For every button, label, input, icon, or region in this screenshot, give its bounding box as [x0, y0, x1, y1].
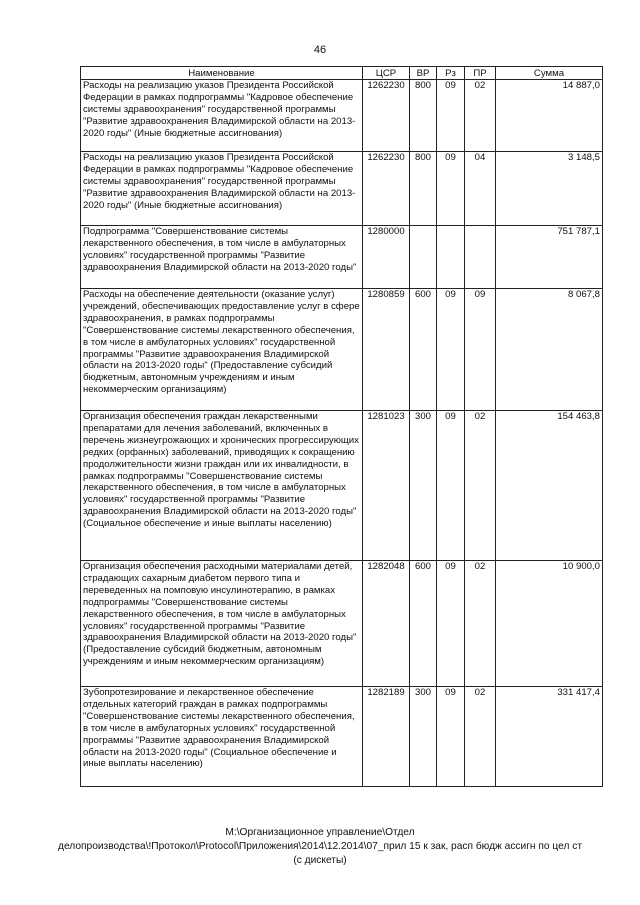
- row-rz: [437, 226, 465, 289]
- footer-line-3: (с дискеты): [293, 854, 347, 866]
- row-name: Подпрограмма "Совершенствование системы лекарственного обеспечения, в том числе в амбулаторных условиях" государственной программы "Развитие здравоохранения Владимирской области на 2013-2020 годы": [81, 226, 363, 289]
- footer-line-2: делопроизводства\!Протокол\Protocol\Приложения\2014\12.2014\07_прил 15 к зак, расп бюдж ассигн по цел ст: [58, 840, 582, 852]
- row-vr: 300: [410, 411, 437, 561]
- row-rz: 09: [437, 411, 465, 561]
- row-pr: 02: [465, 80, 496, 152]
- row-rz: 09: [437, 561, 465, 687]
- row-vr: 600: [410, 561, 437, 687]
- table-row: [81, 152, 603, 226]
- row-sum: 154 463,8: [496, 411, 603, 561]
- row-rz: 09: [437, 80, 465, 152]
- row-vr: [410, 226, 437, 289]
- row-csr: 1282048: [363, 561, 410, 687]
- row-rz: 09: [437, 289, 465, 411]
- row-csr: 1280859: [363, 289, 410, 411]
- table-row: [81, 561, 603, 687]
- row-csr: 1282189: [363, 687, 410, 787]
- column-header-pr: ПР: [465, 67, 496, 80]
- row-name: Организация обеспечения расходными материалами детей, страдающих сахарным диабетом первого типа и переведенных на помповую инсулинотерапию, в рамках подпрограммы "Совершенствование системы лекарственного обеспечения, в том числе в амбулаторных условиях" государственной программы "Развитие здравоохранения Владимирской области на 2013-2020 годы" (Предоставление субсидий бюджетным, автономным учреждениям и иным некоммерческим организациям): [81, 561, 363, 687]
- row-csr: 1262230: [363, 152, 410, 226]
- table-row: [81, 226, 603, 289]
- row-name: Зубопротезирование и лекарственное обеспечение отдельных категорий граждан в рамках подпрограммы "Совершенствование системы лекарственного обеспечения, в том числе в амбулаторных условиях" государственной программы "Развитие здравоохранения Владимирской области на 2013-2020 годы" (Социальное обеспечение и иные выплаты населению): [81, 687, 363, 787]
- column-header-rz: Рз: [437, 67, 465, 80]
- table-header-row: [81, 67, 603, 80]
- table-row: [81, 687, 603, 787]
- column-header-sum: Сумма: [496, 67, 603, 80]
- column-header-name: Наименование: [81, 67, 363, 80]
- table-row: [81, 80, 603, 152]
- row-pr: 02: [465, 411, 496, 561]
- table-row: [81, 411, 603, 561]
- budget-table: [80, 66, 603, 787]
- row-pr: 09: [465, 289, 496, 411]
- row-vr: 800: [410, 80, 437, 152]
- row-vr: 300: [410, 687, 437, 787]
- row-csr: 1280000: [363, 226, 410, 289]
- row-sum: 8 067,8: [496, 289, 603, 411]
- column-header-csr: ЦСР: [363, 67, 410, 80]
- row-sum: 10 900,0: [496, 561, 603, 687]
- footer-file-path: [0, 826, 640, 867]
- table-row: [81, 289, 603, 411]
- row-name: Расходы на реализацию указов Президента Российской Федерации в рамках подпрограммы "Кадровое обеспечение системы здравоохранения" государственной программы "Развитие здравоохранения Владимирской области на 2013-2020 годы" (Иные бюджетные ассигнования): [81, 152, 363, 226]
- footer-line-1: M:\Организационное управление\Отдел: [225, 827, 415, 838]
- row-sum: 331 417,4: [496, 687, 603, 787]
- row-rz: 09: [437, 687, 465, 787]
- row-pr: 02: [465, 561, 496, 687]
- row-name: Расходы на обеспечение деятельности (оказание услуг) учреждений, обеспечивающих предоставление услуг в сфере здравоохранения, в рамках подпрограммы "Совершенствование системы лекарственного обеспечения, в том числе в амбулаторных условиях" государственной программы "Развитие здравоохранения Владимирской области на 2013-2020 годы" (Предоставление субсидий бюджетным, автономным учреждениям и иным некоммерческим организациям): [81, 289, 363, 411]
- row-csr: 1281023: [363, 411, 410, 561]
- row-csr: 1262230: [363, 80, 410, 152]
- row-pr: 04: [465, 152, 496, 226]
- row-name: Организация обеспечения граждан лекарственными препаратами для лечения заболеваний, включенных в перечень жизнеугрожающих и хронических прогрессирующих редких (орфанных) заболеваний, приводящих к сокращению продолжительности жизни граждан или их инвалидности, в рамках подпрограммы "Совершенствование системы лекарственного обеспечения, в том числе в амбулаторных условиях" государственной программы "Развитие здравоохранения Владимирской области на 2013-2020 годы" (Социальное обеспечение и иные выплаты населению): [81, 411, 363, 561]
- row-vr: 600: [410, 289, 437, 411]
- row-pr: 02: [465, 687, 496, 787]
- row-pr: [465, 226, 496, 289]
- row-sum: 3 148,5: [496, 152, 603, 226]
- column-header-vr: ВР: [410, 67, 437, 80]
- row-sum: 14 887,0: [496, 80, 603, 152]
- page-number: 46: [313, 44, 327, 56]
- row-rz: 09: [437, 152, 465, 226]
- row-name: Расходы на реализацию указов Президента Российской Федерации в рамках подпрограммы "Кадровое обеспечение системы здравоохранения" государственной программы "Развитие здравоохранения Владимирской области на 2013-2020 годы" (Иные бюджетные ассигнования): [81, 80, 363, 152]
- row-vr: 800: [410, 152, 437, 226]
- row-sum: 751 787,1: [496, 226, 603, 289]
